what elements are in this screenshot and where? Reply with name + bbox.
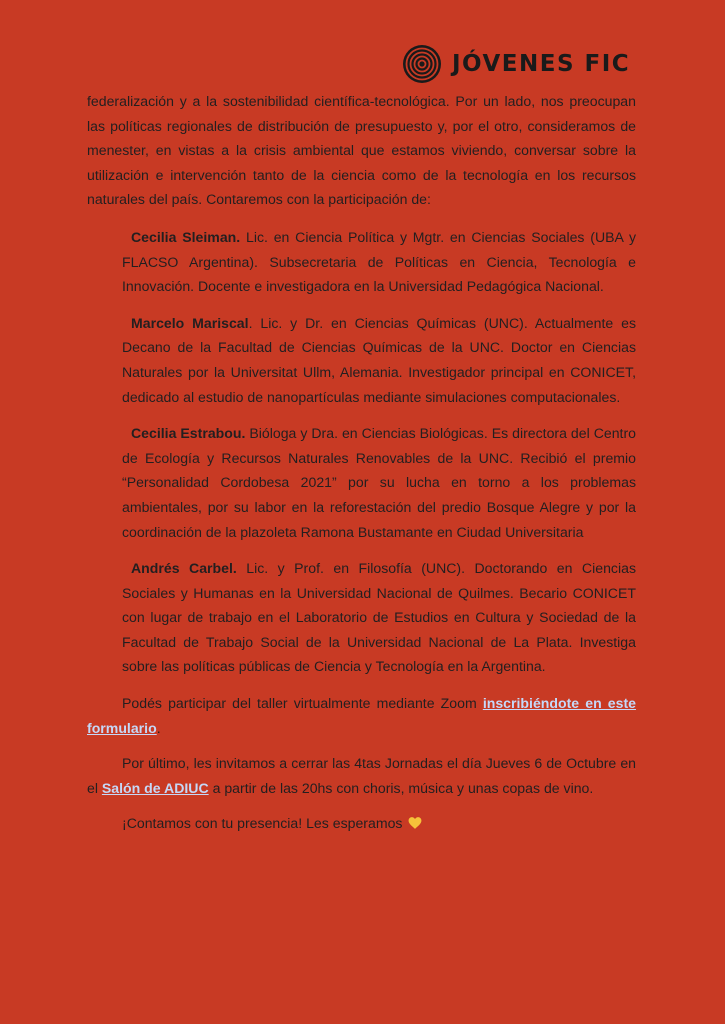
participation-paragraph — [87, 691, 636, 740]
brand-name: JÓVENES FIC — [452, 51, 631, 77]
yellow-heart-icon — [408, 816, 422, 830]
document-body — [87, 89, 636, 836]
closing-event-text: Por último, les invitamos a cerrar las 4tas Jornadas el día Jueves 6 de Octubre en el — [87, 755, 636, 796]
intro-paragraph: federalización y a la sostenibilidad científica-tecnológica. Por un lado, nos preocupan las políticas regionales de distribución de presupuesto y, por el otro, consideramos de menester, en vistas a la crisis ambiental que estamos viviendo, conversar sobre la utilización e intervención tanto de la ciencia como de la tecnología en los recursos naturales del país. Contaremos con la participación de: — [87, 93, 636, 208]
participant-bio: Lic. en Ciencia Política y Mgtr. en Ciencias Sociales (UBA y FLACSO Argentina). Subsecretaria de Políticas en Ciencia, Tecnología e Innovación. Docente e investigadora en la Universidad Pedagógica Nacional. — [122, 228, 636, 295]
venue-link[interactable]: Salón de ADIUC — [101, 779, 209, 796]
participant-name: Marcelo Mariscal — [131, 314, 249, 331]
participant-entry — [87, 311, 636, 409]
participant-bio: Bióloga y Dra. en Ciencias Biológicas. Es directora del Centro de Ecología y Recursos Naturales Renovables de la UNC. Recibió el premio “Personalidad Cordobesa 2021” por su lucha en torno a los problemas ambientales, por su labor en la reforestación del predio Bosque Alegre y por la coordinación de la plazoleta Ramona Bustamante en Ciudad Universitaria — [122, 425, 636, 540]
participant-name: Cecilia Sleiman. — [131, 228, 241, 245]
participation-end: . — [156, 719, 161, 736]
participant-entry — [87, 225, 636, 299]
participant-name: Andrés Carbel. — [131, 560, 237, 577]
closing-event-paragraph — [87, 751, 636, 800]
participant-bio: Lic. y Prof. en Filosofía (UNC). Doctorando en Ciencias Sociales y Humanas en la Universidad Nacional de Quilmes. Becario CONICET con lugar de trabajo en el Laboratorio de Estudios en Cultura y Sociedad de la Facultad de Trabajo Social de la Universidad Nacional de La Plata. Investiga sobre las políticas públicas de Ciencia y Tecnología en la Argentina. — [122, 560, 636, 675]
registration-form-link[interactable]: inscribiéndote en este formulario — [87, 695, 637, 736]
brand-logo — [402, 44, 630, 84]
closing-paragraph — [87, 811, 636, 836]
concentric-circles-icon — [402, 44, 442, 84]
participation-text: Podés participar del taller virtualmente mediante Zoom — [122, 695, 483, 712]
participant-name: Cecilia Estrabou. — [131, 425, 246, 442]
closing-text: ¡Contamos con tu presencia! Les esperamos — [122, 815, 407, 832]
participant-entry — [87, 421, 636, 544]
closing-event-end: a partir de las 20hs con choris, música y unas copas de vino. — [208, 779, 594, 796]
participant-bio: . Lic. y Dr. en Ciencias Químicas (UNC). Actualmente es Decano de la Facultad de Ciencias Químicas de la UNC. Doctor en Ciencias Naturales por la Universitat Ullm, Alemania. Investigador principal en CONICET, dedicado al estudio de nanopartículas mediante simulaciones computacionales. — [122, 314, 636, 405]
participant-entry — [87, 556, 636, 679]
